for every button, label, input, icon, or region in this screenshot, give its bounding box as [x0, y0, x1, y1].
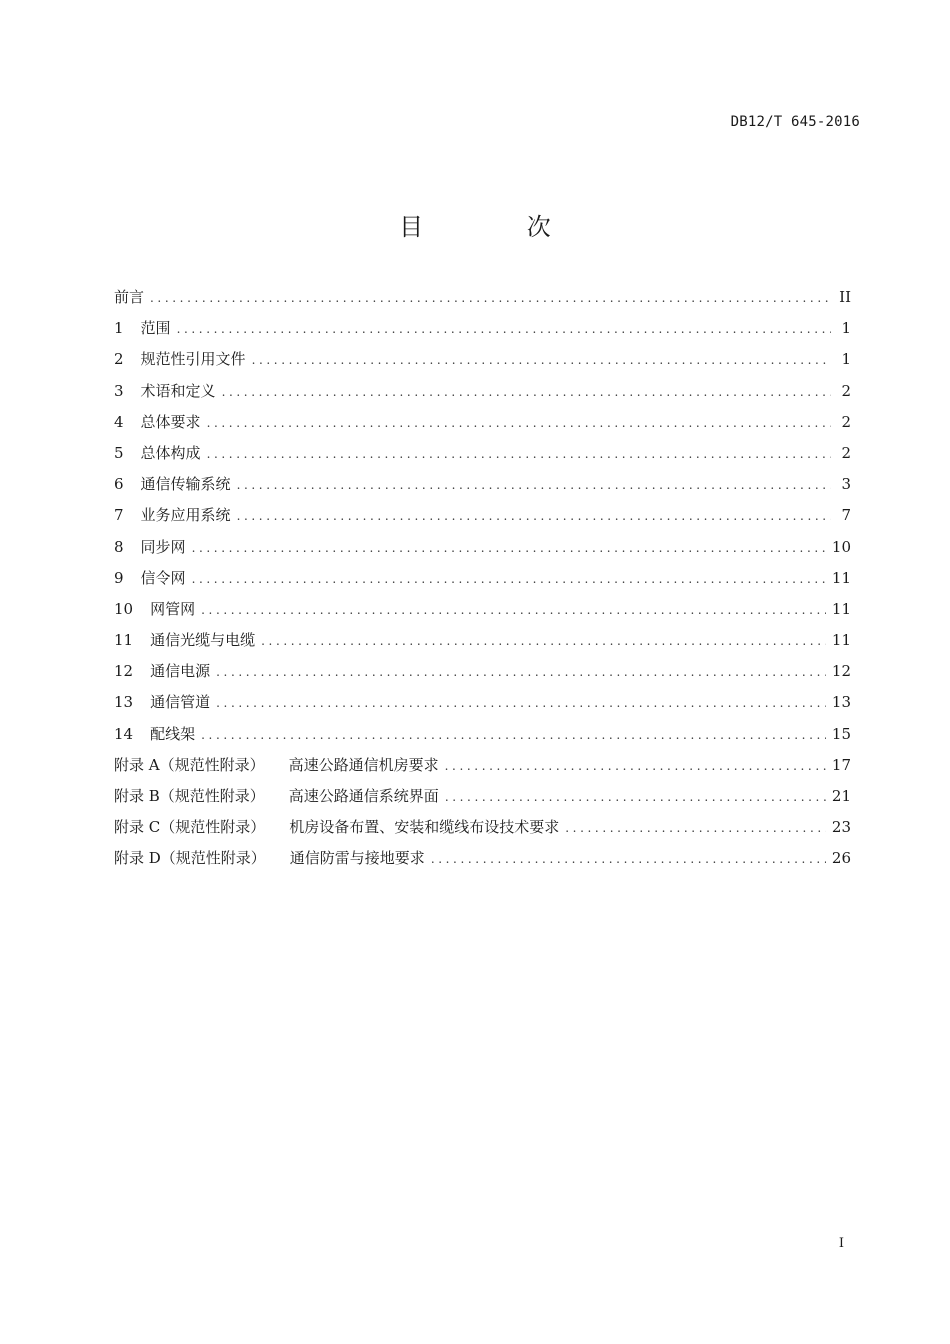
- toc-dot-leader: [150, 291, 831, 305]
- toc-entry-title: 同步网: [140, 537, 186, 556]
- toc-dot-leader: [445, 759, 826, 773]
- toc-entry-label: [114, 317, 171, 338]
- toc-entry-number: 3: [114, 381, 124, 400]
- toc-entry-number: 附录 D（规范性附录）: [114, 849, 266, 868]
- toc-entry-title: 总体要求: [140, 412, 201, 431]
- toc-entry-title: 通信防雷与接地要求: [289, 849, 425, 868]
- toc-title: 目 次: [399, 213, 599, 241]
- toc-entry-page: 2: [841, 381, 851, 400]
- toc-entry-title: 信令网: [140, 568, 186, 587]
- toc-entry-page: 1: [841, 350, 851, 369]
- toc-entry[interactable]: [114, 442, 851, 473]
- toc-entry-number: 1: [114, 319, 124, 338]
- toc-entry-page: 10: [831, 537, 851, 556]
- toc-entry-label: [114, 847, 425, 868]
- toc-entry-number: 9: [114, 568, 124, 587]
- toc-dot-leader: [177, 322, 831, 336]
- toc-entry-page: 11: [831, 631, 851, 650]
- toc-dot-leader: [431, 852, 826, 866]
- toc-entry[interactable]: [114, 380, 851, 411]
- toc-entry-page: 11: [831, 599, 851, 618]
- toc-entry-label: [114, 348, 246, 369]
- toc-entry-title: 总体构成: [140, 443, 201, 462]
- toc-entry-page: 26: [831, 849, 851, 868]
- toc-entry[interactable]: [114, 660, 851, 691]
- toc-entry-page: 1: [841, 319, 851, 338]
- toc-entry[interactable]: [114, 816, 851, 847]
- toc-entry-label: [114, 660, 210, 681]
- toc-entry-page: 23: [831, 818, 851, 837]
- toc-entry-label: [114, 785, 439, 806]
- toc-dot-leader: [192, 541, 826, 555]
- toc-entry-label: [114, 629, 255, 650]
- toc-entry-number: 14: [114, 724, 134, 743]
- toc-entry-label: [114, 567, 186, 588]
- toc-dot-leader: [207, 416, 831, 430]
- toc-entry[interactable]: [114, 536, 851, 567]
- toc-entry-number: 8: [114, 537, 124, 556]
- toc-entry-title: 高速公路通信系统界面: [288, 787, 439, 805]
- toc-entry-number: 附录 B（规范性附录）: [114, 787, 265, 805]
- toc-dot-leader: [237, 509, 831, 523]
- toc-entry-label: [114, 691, 210, 712]
- toc-entry[interactable]: [114, 473, 851, 504]
- toc-entry-title: 网管网: [150, 599, 196, 618]
- toc-entry-label: [114, 598, 195, 619]
- toc-entry[interactable]: [114, 847, 851, 878]
- toc-dot-leader: [216, 665, 826, 679]
- toc-entry-number: 6: [114, 475, 124, 494]
- toc-entry-title: 业务应用系统: [140, 506, 231, 525]
- toc-dot-leader: [445, 790, 826, 804]
- toc-entry-number: 4: [114, 412, 124, 431]
- toc-entry-title: 前言: [114, 288, 145, 306]
- toc-entry[interactable]: [114, 348, 851, 379]
- toc-entry-title: 术语和定义: [140, 381, 216, 400]
- toc-entry-title: 高速公路通信机房要求: [288, 755, 439, 774]
- toc-entry-title: 配线架: [150, 724, 196, 743]
- toc-entry-label: [114, 411, 201, 432]
- toc-entry[interactable]: [114, 598, 851, 629]
- toc-entry-page: 13: [831, 693, 851, 712]
- toc-entry[interactable]: [114, 723, 851, 754]
- toc-entry[interactable]: [114, 411, 851, 442]
- toc-entry-label: [114, 442, 201, 463]
- toc-entry-title: 规范性引用文件: [140, 350, 246, 369]
- toc-entry-number: 附录 C（规范性附录）: [114, 818, 266, 837]
- toc-dot-leader: [207, 447, 831, 461]
- toc-entry-label: [114, 504, 231, 525]
- toc-entry[interactable]: [114, 691, 851, 722]
- toc-entry[interactable]: [114, 286, 851, 317]
- toc-entry-label: [114, 536, 186, 557]
- toc-entry-page: 3: [841, 475, 851, 494]
- toc-dot-leader: [565, 821, 826, 835]
- toc-entry-page: 12: [831, 662, 851, 681]
- toc-dot-leader: [252, 353, 831, 367]
- toc-entry-title: 通信管道: [150, 693, 211, 712]
- toc-entry-number: 7: [114, 506, 124, 525]
- toc-entry-number: 13: [114, 693, 134, 712]
- toc-entry[interactable]: [114, 754, 851, 785]
- toc-entry-label: [114, 723, 195, 744]
- toc-entry-title: 通信传输系统: [140, 475, 231, 494]
- toc-dot-leader: [201, 728, 826, 742]
- toc-entry-number: 5: [114, 443, 124, 462]
- toc-dot-leader: [261, 634, 826, 648]
- toc-entry[interactable]: [114, 567, 851, 598]
- toc-entry[interactable]: [114, 317, 851, 348]
- toc-dot-leader: [222, 385, 831, 399]
- toc-entry-page: 2: [841, 443, 851, 462]
- toc-entry[interactable]: [114, 504, 851, 535]
- toc-entry[interactable]: [114, 785, 851, 816]
- toc-entry-number: 11: [114, 631, 134, 650]
- toc-entry-page: II: [839, 288, 851, 306]
- toc-entry-number: 2: [114, 350, 124, 369]
- toc-entry-page: 21: [831, 787, 851, 805]
- toc-entry-number: 12: [114, 662, 134, 681]
- toc-entry-page: 7: [841, 506, 851, 525]
- toc-dot-leader: [216, 696, 826, 710]
- toc-entry-label: [114, 286, 144, 307]
- toc-entry-page: 11: [831, 568, 851, 587]
- toc-entry-title: 范围: [140, 319, 171, 338]
- toc-entry-label: [114, 473, 231, 494]
- toc-entry-title: 通信光缆与电缆: [150, 631, 256, 650]
- toc-entry-page: 17: [831, 755, 851, 774]
- toc-entry-title: 机房设备布置、安装和缆线布设技术要求: [289, 818, 560, 837]
- toc-entry-label: [114, 816, 559, 837]
- toc-dot-leader: [192, 572, 826, 586]
- toc-entry-page: 15: [831, 724, 851, 743]
- toc-entry[interactable]: [114, 629, 851, 660]
- toc-entry-label: [114, 380, 216, 401]
- toc-entry-title: 通信电源: [150, 662, 211, 681]
- toc-entry-label: [114, 754, 439, 775]
- toc-dot-leader: [201, 603, 826, 617]
- toc-entry-page: 2: [841, 412, 851, 431]
- page-number: I: [838, 1236, 844, 1251]
- table-of-contents: [114, 286, 851, 879]
- toc-dot-leader: [237, 478, 831, 492]
- toc-entry-number: 附录 A（规范性附录）: [114, 755, 265, 774]
- document-code: DB12/T 645-2016: [730, 114, 860, 130]
- toc-entry-number: 10: [114, 599, 134, 618]
